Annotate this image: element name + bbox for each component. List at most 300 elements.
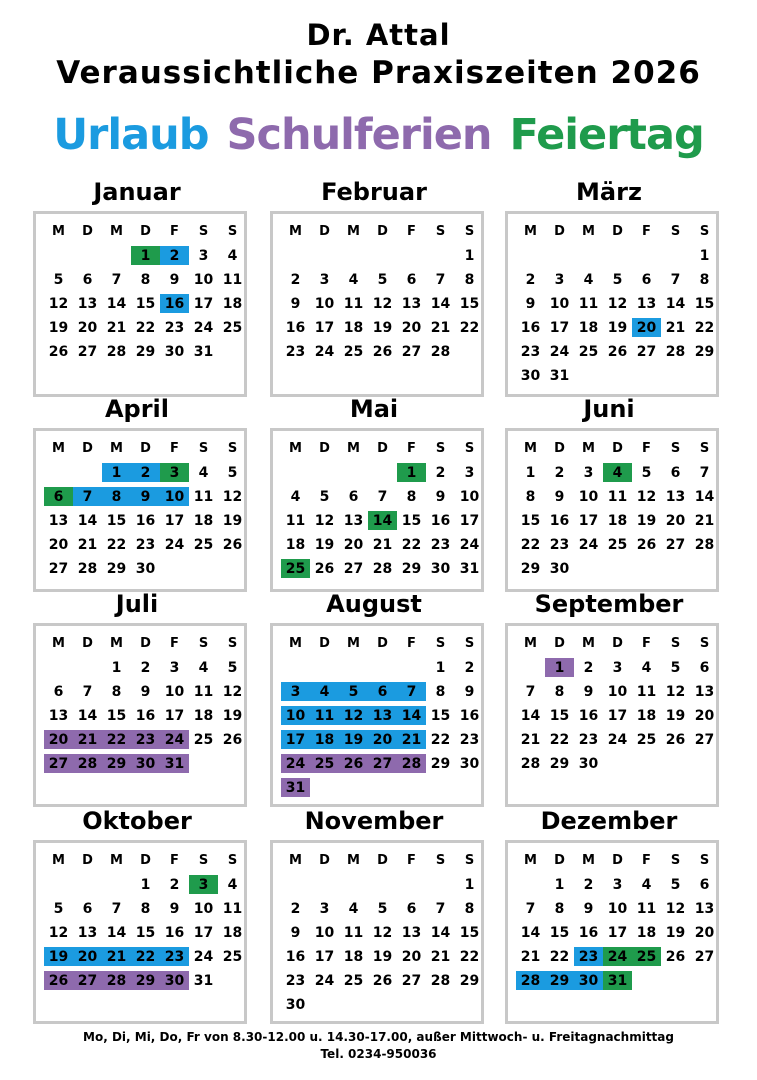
day-cell: 30	[578, 755, 599, 772]
day-cell-school-holiday: 31	[281, 778, 310, 797]
day-cell: 13	[77, 924, 98, 941]
day-cell-vacation: 19	[44, 947, 73, 966]
day-cell: 12	[665, 683, 686, 700]
day-cell: 12	[372, 924, 393, 941]
day-cell: 7	[525, 900, 536, 917]
day-cell: 6	[406, 900, 417, 917]
day-cell: 12	[372, 295, 393, 312]
day-cell-school-holiday: 30	[160, 971, 189, 990]
day-cell: 8	[111, 683, 122, 700]
day-cell: 16	[164, 924, 185, 941]
day-cell-vacation: 23	[160, 947, 189, 966]
day-cell-vacation: 12	[339, 706, 368, 725]
weekday-header: S	[227, 441, 238, 456]
day-cell: 12	[607, 295, 628, 312]
weekday-header: M	[347, 441, 360, 456]
day-cell: 29	[549, 755, 570, 772]
day-cell: 26	[314, 560, 335, 577]
day-cell: 25	[607, 536, 628, 553]
day-cell: 16	[578, 707, 599, 724]
day-cell-vacation: 19	[339, 730, 368, 749]
weekday-header: F	[170, 636, 179, 651]
weekday-header: M	[347, 636, 360, 651]
weekday-header: D	[612, 853, 623, 868]
weekday-header: S	[198, 441, 209, 456]
day-cell: 7	[435, 271, 446, 288]
day-cell: 3	[198, 247, 209, 264]
day-cell: 3	[464, 464, 475, 481]
month-title: April	[104, 395, 170, 423]
day-cell: 31	[193, 343, 214, 360]
day-cell: 30	[520, 367, 541, 384]
day-cell: 15	[694, 295, 715, 312]
day-cell: 11	[578, 295, 599, 312]
empty-cell	[310, 461, 339, 485]
weekday-header: S	[699, 224, 710, 239]
day-cell: 26	[372, 972, 393, 989]
empty-cell	[73, 656, 102, 680]
day-cell: 17	[314, 948, 335, 965]
day-cell: 2	[140, 659, 151, 676]
day-cell: 28	[430, 972, 451, 989]
day-cell: 18	[343, 948, 364, 965]
weekday-header: D	[554, 853, 565, 868]
month-grid	[44, 437, 247, 581]
day-cell: 7	[82, 683, 93, 700]
month-title: Dezember	[540, 807, 678, 835]
day-cell: 30	[459, 755, 480, 772]
weekday-header: M	[289, 224, 302, 239]
day-cell-vacation: 16	[160, 294, 189, 313]
empty-cell	[516, 873, 545, 897]
day-cell: 18	[636, 707, 657, 724]
day-cell-vacation: 18	[310, 730, 339, 749]
day-cell: 25	[193, 731, 214, 748]
day-cell: 18	[222, 924, 243, 941]
empty-cell	[397, 873, 426, 897]
empty-cell	[73, 461, 102, 485]
day-cell: 23	[430, 536, 451, 553]
weekday-header: S	[435, 853, 446, 868]
day-cell-vacation: 4	[310, 682, 339, 701]
weekday-header: M	[110, 636, 123, 651]
day-cell: 25	[343, 343, 364, 360]
weekday-header: D	[377, 224, 388, 239]
day-cell: 12	[48, 295, 69, 312]
weekday-header: S	[227, 853, 238, 868]
day-cell-vacation: 29	[545, 971, 574, 990]
weekday-header: M	[110, 441, 123, 456]
empty-cell	[397, 656, 426, 680]
day-cell-holiday: 25	[281, 559, 310, 578]
day-cell: 13	[401, 924, 422, 941]
day-cell: 9	[525, 295, 536, 312]
day-cell: 6	[670, 464, 681, 481]
day-cell: 11	[193, 683, 214, 700]
empty-cell	[281, 656, 310, 680]
day-cell-vacation: 20	[73, 947, 102, 966]
day-cell: 22	[135, 319, 156, 336]
day-cell: 25	[222, 948, 243, 965]
day-cell-vacation: 20	[632, 318, 661, 337]
weekday-header: S	[198, 636, 209, 651]
empty-cell	[632, 244, 661, 268]
day-cell: 16	[459, 707, 480, 724]
empty-cell	[102, 873, 131, 897]
weekday-header: D	[377, 853, 388, 868]
weekday-header: M	[582, 853, 595, 868]
empty-cell	[102, 244, 131, 268]
month-box	[505, 840, 719, 1024]
day-cell: 23	[164, 319, 185, 336]
day-cell: 6	[348, 488, 359, 505]
day-cell-vacation: 10	[160, 487, 189, 506]
weekday-header: M	[110, 853, 123, 868]
day-cell: 23	[135, 536, 156, 553]
day-cell: 18	[607, 512, 628, 529]
day-cell: 15	[549, 707, 570, 724]
day-cell: 7	[111, 271, 122, 288]
legend-public-holiday: Feiertag	[509, 110, 704, 160]
day-cell: 24	[314, 343, 335, 360]
day-cell: 19	[222, 512, 243, 529]
day-cell: 6	[699, 876, 710, 893]
day-cell-school-holiday: 24	[160, 730, 189, 749]
day-cell: 12	[48, 924, 69, 941]
day-cell: 2	[290, 271, 301, 288]
day-cell: 4	[227, 247, 238, 264]
empty-cell	[310, 244, 339, 268]
weekday-header: S	[464, 636, 475, 651]
day-cell: 30	[135, 560, 156, 577]
day-cell: 29	[459, 972, 480, 989]
weekday-header: D	[140, 224, 151, 239]
weekday-header: M	[347, 224, 360, 239]
day-cell: 10	[459, 488, 480, 505]
day-cell: 18	[343, 319, 364, 336]
day-cell: 4	[227, 876, 238, 893]
day-cell: 8	[435, 683, 446, 700]
day-cell: 10	[314, 295, 335, 312]
weekday-header: S	[435, 636, 446, 651]
day-cell: 10	[314, 924, 335, 941]
day-cell: 31	[549, 367, 570, 384]
day-cell-holiday: 31	[603, 971, 632, 990]
day-cell: 27	[401, 972, 422, 989]
day-cell: 25	[193, 536, 214, 553]
day-cell-school-holiday: 31	[160, 754, 189, 773]
day-cell: 21	[77, 536, 98, 553]
empty-cell	[44, 461, 73, 485]
month-box	[270, 211, 484, 397]
empty-cell	[397, 244, 426, 268]
day-cell: 28	[694, 536, 715, 553]
day-cell: 26	[665, 948, 686, 965]
day-cell-school-holiday: 27	[44, 754, 73, 773]
day-cell: 21	[665, 319, 686, 336]
day-cell-vacation: 17	[281, 730, 310, 749]
day-cell: 28	[430, 343, 451, 360]
day-cell: 8	[554, 683, 565, 700]
day-cell: 9	[290, 924, 301, 941]
day-cell: 9	[583, 900, 594, 917]
day-cell: 19	[665, 707, 686, 724]
day-cell: 6	[82, 271, 93, 288]
day-cell: 22	[459, 319, 480, 336]
day-cell: 14	[665, 295, 686, 312]
empty-cell	[44, 656, 73, 680]
day-cell: 18	[193, 707, 214, 724]
day-cell: 11	[343, 924, 364, 941]
weekday-header: D	[319, 853, 330, 868]
weekday-header: S	[699, 441, 710, 456]
office-hours: Mo, Di, Mi, Do, Fr von 8.30-12.00 u. 14.30-17.00, außer Mittwoch- u. Freitagnachmittag	[83, 1030, 674, 1044]
day-cell: 22	[401, 536, 422, 553]
day-cell: 3	[319, 900, 330, 917]
weekday-header: M	[582, 636, 595, 651]
day-cell: 28	[372, 560, 393, 577]
weekday-header: D	[612, 636, 623, 651]
day-cell: 12	[665, 900, 686, 917]
day-cell-school-holiday: 28	[73, 754, 102, 773]
day-cell: 13	[636, 295, 657, 312]
weekday-header: M	[110, 224, 123, 239]
day-cell: 14	[520, 924, 541, 941]
day-cell: 27	[343, 560, 364, 577]
day-cell: 14	[430, 295, 451, 312]
day-cell: 24	[193, 948, 214, 965]
day-cell-vacation: 7	[73, 487, 102, 506]
month-box	[505, 211, 719, 397]
day-cell: 28	[665, 343, 686, 360]
weekday-header: M	[524, 636, 537, 651]
weekday-header: F	[407, 636, 416, 651]
day-cell: 15	[106, 512, 127, 529]
day-cell: 27	[77, 343, 98, 360]
day-cell: 2	[583, 659, 594, 676]
day-cell: 2	[169, 876, 180, 893]
day-cell: 13	[665, 488, 686, 505]
empty-cell	[339, 244, 368, 268]
day-cell: 8	[464, 271, 475, 288]
day-cell: 8	[699, 271, 710, 288]
weekday-header: M	[582, 441, 595, 456]
day-cell: 3	[612, 876, 623, 893]
weekday-header: S	[670, 853, 681, 868]
month-grid	[516, 220, 719, 388]
day-cell: 10	[578, 488, 599, 505]
day-cell: 20	[694, 707, 715, 724]
legend-vacation: Urlaub	[53, 110, 209, 160]
day-cell: 23	[578, 731, 599, 748]
day-cell: 29	[430, 755, 451, 772]
day-cell-holiday: 4	[603, 463, 632, 482]
day-cell: 8	[140, 900, 151, 917]
day-cell: 10	[193, 900, 214, 917]
day-cell: 11	[222, 271, 243, 288]
day-cell-vacation: 14	[397, 706, 426, 725]
day-cell: 5	[53, 271, 64, 288]
day-cell: 27	[48, 560, 69, 577]
day-cell: 25	[343, 972, 364, 989]
day-cell: 16	[135, 512, 156, 529]
month-title: Januar	[93, 178, 181, 206]
day-cell: 20	[665, 512, 686, 529]
day-cell-school-holiday: 25	[310, 754, 339, 773]
day-cell: 26	[48, 343, 69, 360]
day-cell-vacation: 2	[160, 246, 189, 265]
month-box	[505, 428, 719, 592]
day-cell: 2	[435, 464, 446, 481]
day-cell: 17	[314, 319, 335, 336]
day-cell-school-holiday: 1	[545, 658, 574, 677]
month-box	[270, 840, 484, 1024]
weekday-header: D	[319, 224, 330, 239]
day-cell: 4	[290, 488, 301, 505]
weekday-header: F	[407, 224, 416, 239]
day-cell-school-holiday: 26	[339, 754, 368, 773]
day-cell: 11	[222, 900, 243, 917]
day-cell: 23	[459, 731, 480, 748]
month-grid	[281, 437, 484, 581]
weekday-header: F	[170, 441, 179, 456]
day-cell: 19	[222, 707, 243, 724]
day-cell-vacation: 6	[368, 682, 397, 701]
day-cell: 23	[549, 536, 570, 553]
weekday-header: D	[319, 636, 330, 651]
day-cell: 2	[554, 464, 565, 481]
weekday-header: F	[170, 224, 179, 239]
day-cell: 13	[694, 683, 715, 700]
day-cell: 10	[607, 900, 628, 917]
day-cell: 26	[372, 343, 393, 360]
weekday-header: F	[642, 224, 651, 239]
day-cell: 18	[285, 536, 306, 553]
day-cell-vacation: 1	[102, 463, 131, 482]
day-cell: 20	[694, 924, 715, 941]
day-cell: 4	[198, 464, 209, 481]
weekday-header: D	[377, 441, 388, 456]
day-cell: 17	[193, 295, 214, 312]
day-cell: 14	[77, 707, 98, 724]
day-cell: 24	[164, 536, 185, 553]
day-cell: 21	[106, 319, 127, 336]
weekday-header: F	[407, 441, 416, 456]
day-cell-vacation: 22	[131, 947, 160, 966]
legend	[0, 110, 757, 160]
day-cell: 6	[82, 900, 93, 917]
day-cell-holiday: 25	[632, 947, 661, 966]
day-cell: 16	[135, 707, 156, 724]
day-cell: 24	[193, 319, 214, 336]
day-cell: 11	[343, 295, 364, 312]
empty-cell	[574, 244, 603, 268]
day-cell: 15	[520, 512, 541, 529]
month-grid	[44, 220, 247, 364]
day-cell: 1	[525, 464, 536, 481]
weekday-header: M	[347, 853, 360, 868]
day-cell-school-holiday: 23	[131, 730, 160, 749]
month-title: August	[326, 590, 422, 618]
month-grid	[281, 849, 484, 1017]
month-grid	[516, 632, 719, 776]
page-subtitle: Veraussichtliche Praxiszeiten 2026	[56, 55, 701, 91]
day-cell: 16	[549, 512, 570, 529]
month-title: Juni	[583, 395, 635, 423]
day-cell: 30	[549, 560, 570, 577]
day-cell: 14	[694, 488, 715, 505]
day-cell: 12	[222, 683, 243, 700]
day-cell: 21	[372, 536, 393, 553]
day-cell: 4	[641, 659, 652, 676]
weekday-header: D	[82, 441, 93, 456]
month-title: Juli	[115, 590, 159, 618]
day-cell: 24	[459, 536, 480, 553]
day-cell-school-holiday: 27	[73, 971, 102, 990]
day-cell: 31	[459, 560, 480, 577]
day-cell: 9	[583, 683, 594, 700]
month-title: November	[304, 807, 444, 835]
weekday-header: M	[289, 441, 302, 456]
day-cell: 16	[520, 319, 541, 336]
month-title: September	[534, 590, 684, 618]
day-cell: 3	[319, 271, 330, 288]
empty-cell	[368, 873, 397, 897]
day-cell: 3	[554, 271, 565, 288]
empty-cell	[339, 656, 368, 680]
day-cell: 14	[77, 512, 98, 529]
month-box	[33, 623, 247, 807]
day-cell-school-holiday: 22	[102, 730, 131, 749]
day-cell: 15	[459, 924, 480, 941]
weekday-header: M	[582, 224, 595, 239]
empty-cell	[368, 244, 397, 268]
day-cell: 6	[53, 683, 64, 700]
day-cell: 23	[285, 343, 306, 360]
weekday-header: M	[524, 441, 537, 456]
weekday-header: M	[52, 853, 65, 868]
day-cell: 4	[583, 271, 594, 288]
month-grid	[44, 632, 247, 776]
day-cell: 7	[699, 464, 710, 481]
day-cell: 10	[549, 295, 570, 312]
day-cell: 30	[285, 996, 306, 1013]
day-cell: 8	[406, 488, 417, 505]
day-cell-vacation: 2	[131, 463, 160, 482]
weekday-header: D	[554, 636, 565, 651]
day-cell-vacation: 21	[397, 730, 426, 749]
day-cell: 1	[554, 876, 565, 893]
day-cell: 17	[193, 924, 214, 941]
day-cell: 15	[135, 295, 156, 312]
day-cell: 4	[348, 900, 359, 917]
weekday-header: D	[82, 224, 93, 239]
day-cell-vacation: 8	[102, 487, 131, 506]
day-cell: 9	[169, 900, 180, 917]
day-cell: 5	[319, 488, 330, 505]
day-cell: 21	[430, 948, 451, 965]
day-cell: 22	[520, 536, 541, 553]
day-cell: 31	[193, 972, 214, 989]
weekday-header: S	[670, 441, 681, 456]
weekday-header: S	[198, 224, 209, 239]
weekday-header: S	[435, 441, 446, 456]
day-cell: 25	[578, 343, 599, 360]
day-cell: 21	[430, 319, 451, 336]
empty-cell	[339, 461, 368, 485]
month-grid	[44, 849, 247, 993]
day-cell: 1	[435, 659, 446, 676]
